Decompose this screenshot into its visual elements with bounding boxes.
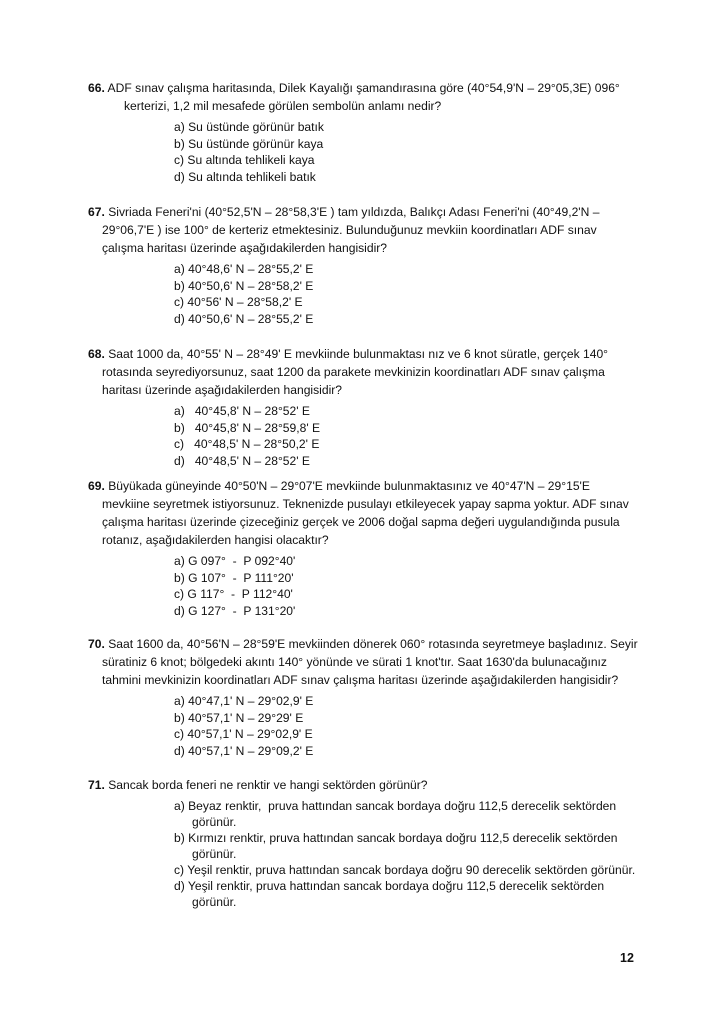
option-label: d) 40°50,6' N – 28°55,2' E [174, 311, 314, 326]
question-text-cont [88, 364, 654, 380]
answer-option[interactable] [174, 726, 654, 743]
question-68 [88, 346, 654, 469]
answer-option[interactable] [174, 743, 654, 760]
question-line: rotanız, aşağıdakilerden hangisi olacaktır? [102, 533, 329, 547]
option-label-cont: görünür. [192, 815, 237, 829]
answer-options [174, 261, 654, 327]
answer-option[interactable] [174, 278, 654, 295]
question-text [88, 80, 654, 96]
question-number: 67. [88, 205, 105, 219]
answer-option[interactable] [174, 403, 654, 420]
option-label: b) 40°57,1' N – 29°29' E [174, 710, 304, 725]
question-line: Sancak borda feneri ne renktir ve hangi sektörden görünür? [108, 778, 428, 792]
answer-options [174, 403, 654, 469]
question-text-cont [88, 222, 654, 238]
answer-option[interactable] [174, 830, 654, 862]
question-line: tahmini mevkinizin koordinatları ADF sınav çalışma haritası üzerinde aşağıdakilerden hangisidir? [102, 673, 619, 687]
question-line: kerterizi, 1,2 mil mesafede görülen sembolün anlamı nedir? [124, 99, 442, 113]
answer-options [174, 693, 654, 759]
question-line: 29°06,7'E ) ise 100° de kerteriz etmektesiniz. Bulunduğunuz mevkiin koordinatları ADF sınav [102, 223, 597, 237]
question-text [88, 636, 654, 652]
question-line: rotasında seyrediyorsunuz, saat 1200 da parakete mevkinizin koordinatları ADF sınav çalışma [102, 365, 605, 379]
question-text-cont [88, 382, 654, 398]
answer-option[interactable] [174, 453, 654, 470]
option-label-cont: görünür. [192, 895, 237, 909]
question-line: Saat 1000 da, 40°55' N – 28°49' E mevkiinde bulunmaktası nız ve 6 knot süratle, gerçek 140° [108, 347, 609, 361]
option-label: a) 40°47,1' N – 29°02,9' E [174, 694, 314, 708]
question-67 [88, 204, 654, 327]
answer-option[interactable] [174, 261, 654, 278]
answer-option[interactable] [174, 311, 654, 328]
option-label: a) G 097° - P 092°40' [174, 554, 296, 568]
question-70 [88, 636, 654, 759]
option-label-cont: görünür. [192, 847, 237, 861]
question-line: ADF sınav çalışma haritasında, Dilek Kayalığı şamandırasına göre (40°54,9'N – 29°05,3E) 096° [107, 81, 620, 95]
option-label: b) 40°50,6' N – 28°58,2' E [174, 278, 314, 293]
question-line: Saat 1600 da, 40°56'N – 28°59'E mevkiinden dönerek 060° rotasında seyretmeye başladınız. Seyir [108, 637, 638, 651]
answer-option[interactable] [174, 798, 654, 830]
option-label: d) Yeşil renktir, pruva hattından sancak bordaya doğru 112,5 derecelik sektörden [174, 879, 605, 893]
question-text [88, 204, 654, 220]
question-number: 66. [88, 81, 105, 95]
option-label: a) Beyaz renktir, pruva hattından sancak bordaya doğru 112,5 derecelik sektörden [174, 799, 617, 813]
answer-option[interactable] [174, 152, 654, 169]
answer-options [174, 798, 654, 910]
question-number: 71. [88, 778, 105, 792]
answer-option[interactable] [174, 294, 654, 311]
option-label: d) G 127° - P 131°20' [174, 603, 296, 618]
option-label: b) Kırmızı renktir, pruva hattından sancak bordaya doğru 112,5 derecelik sektörden [174, 831, 618, 845]
question-text [88, 478, 654, 494]
question-line: mevkiine seyretmek istiyorsunuz. Teknenizde pusulayı etkileyecek yapay sapma yoktur. ADF sınav [102, 497, 629, 511]
question-line: Sivriada Feneri'ni (40°52,5'N – 28°58,3'E ) tam yıldızda, Balıkçı Adası Feneri'ni (40°49,2'N – [108, 205, 600, 219]
answer-option[interactable] [174, 570, 654, 587]
question-text-cont [88, 532, 654, 548]
question-number: 70. [88, 637, 105, 651]
question-71 [88, 777, 654, 910]
answer-option[interactable] [174, 436, 654, 453]
option-label: a) Su üstünde görünür batık [174, 120, 324, 134]
answer-option[interactable] [174, 553, 654, 570]
answer-option[interactable] [174, 119, 654, 136]
question-69 [88, 478, 654, 619]
question-number: 69. [88, 479, 105, 493]
answer-options [174, 119, 654, 185]
answer-option[interactable] [174, 586, 654, 603]
option-label: d) Su altında tehlikeli batık [174, 169, 316, 184]
question-text-cont [88, 98, 654, 114]
question-line: Büyükada güneyinde 40°50'N – 29°07'E mevkiinde bulunmaktasınız ve 40°47'N – 29°15'E [108, 479, 590, 493]
question-line: çalışma haritası üzerinde aşağıdakilerden hangisidir? [102, 241, 388, 255]
option-label: c) Yeşil renktir, pruva hattından sancak bordaya doğru 90 derecelik sektörden görünür. [174, 863, 636, 877]
answer-option[interactable] [174, 136, 654, 153]
question-line: haritası üzerinde aşağıdakilerden hangisidir? [102, 383, 343, 397]
question-text [88, 777, 654, 793]
question-line: çalışma haritası üzerinde çizeceğiniz gerçek ve 2006 doğal sapma değeri uygulandığında pusula [102, 515, 620, 529]
option-label: c) G 117° - P 112°40' [174, 587, 293, 601]
question-line: süratiniz 6 knot; bölgedeki akıntı 140° yönünde ve sürati 1 knot'tır. Saat 1630'da bulunacağınız [102, 655, 607, 669]
option-label: c) 40°57,1' N – 29°02,9' E [174, 727, 313, 741]
question-text-cont [88, 654, 654, 670]
question-text [88, 346, 654, 362]
answer-option[interactable] [174, 693, 654, 710]
answer-option[interactable] [174, 878, 654, 910]
option-label: c) 40°48,5' N – 28°50,2' E [174, 437, 320, 451]
answer-option[interactable] [174, 420, 654, 437]
answer-option[interactable] [174, 603, 654, 620]
question-66 [88, 80, 654, 185]
question-number: 68. [88, 347, 105, 361]
answer-option[interactable] [174, 710, 654, 727]
question-text-cont [88, 496, 654, 512]
option-label: b) Su üstünde görünür kaya [174, 136, 324, 151]
option-label: b) G 107° - P 111°20' [174, 570, 294, 585]
answer-option[interactable] [174, 169, 654, 186]
question-text-cont [88, 514, 654, 530]
option-label: b) 40°45,8' N – 28°59,8' E [174, 420, 321, 435]
option-label: d) 40°48,5' N – 28°52' E [174, 453, 310, 468]
page-number: 12 [620, 951, 634, 965]
answer-option[interactable] [174, 862, 654, 878]
answer-options [174, 553, 654, 619]
option-label: c) 40°56' N – 28°58,2' E [174, 295, 303, 309]
question-text-cont [88, 240, 654, 256]
option-label: c) Su altında tehlikeli kaya [174, 153, 315, 167]
option-label: a) 40°48,6' N – 28°55,2' E [174, 262, 314, 276]
option-label: d) 40°57,1' N – 29°09,2' E [174, 743, 314, 758]
option-label: a) 40°45,8' N – 28°52' E [174, 404, 310, 418]
question-text-cont [88, 672, 654, 688]
